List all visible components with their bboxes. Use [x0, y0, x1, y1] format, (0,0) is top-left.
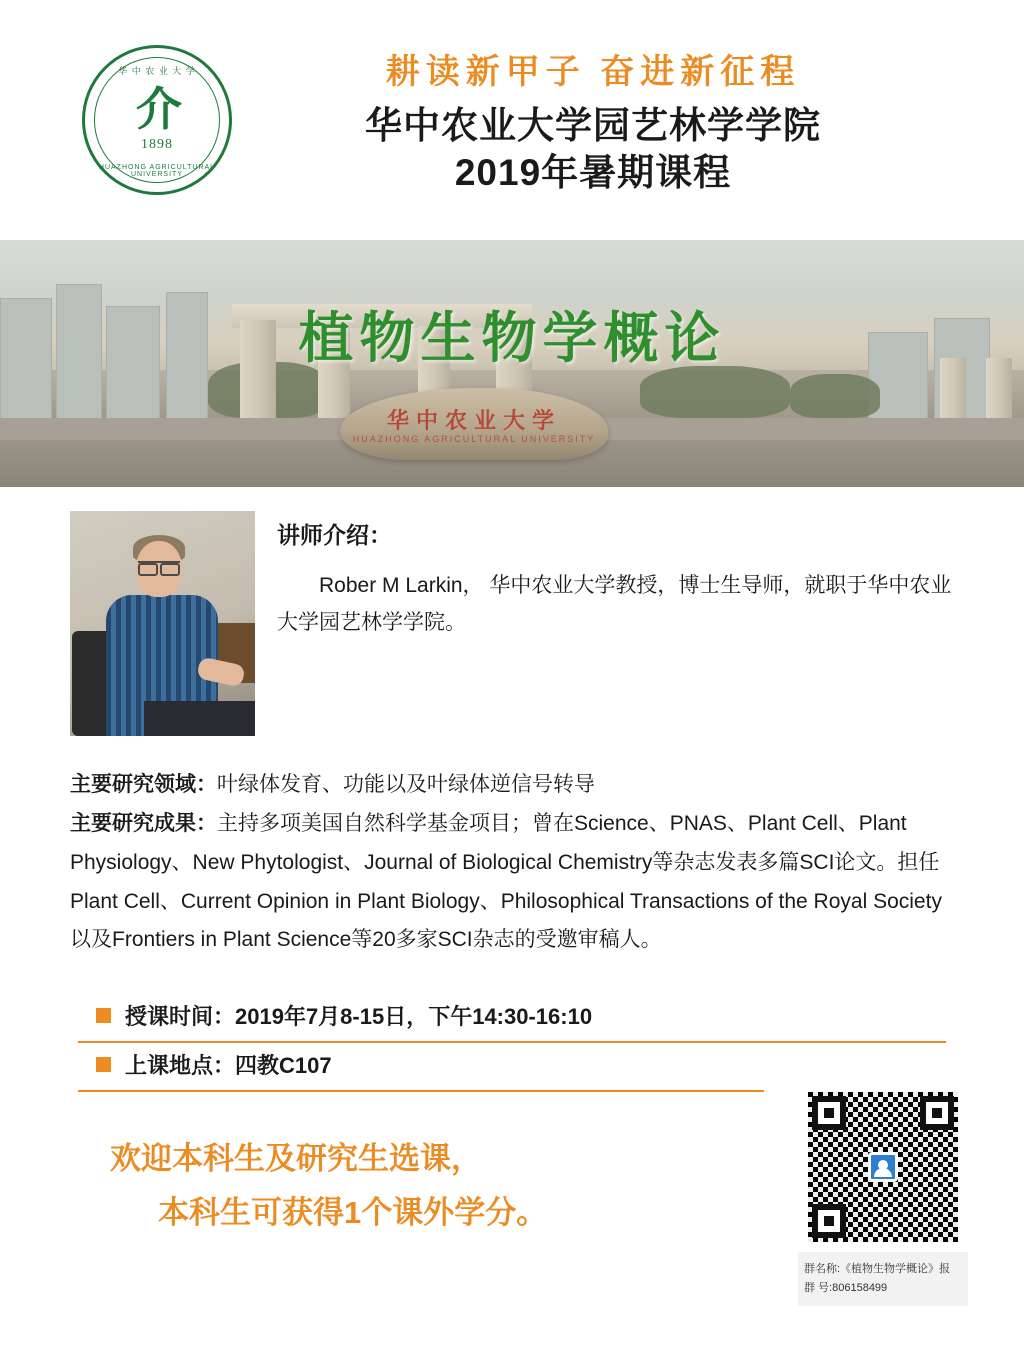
course-info-section — [70, 994, 954, 1092]
square-bullet-icon — [96, 1008, 111, 1023]
qr-code-icon[interactable] — [808, 1092, 958, 1242]
tree-cluster-right — [640, 366, 790, 418]
campus-stone — [340, 388, 608, 460]
campus-stone-cn: 华中农业大学 — [386, 408, 561, 433]
qr-corner-top-left — [812, 1096, 846, 1130]
logo-year: 1898 — [141, 137, 173, 152]
photo-pants — [144, 701, 255, 736]
logo-mark-icon: 介 — [136, 84, 178, 135]
research-achievement-value: 主持多项美国自然科学基金项目；曾在Science、PNAS、Plant Cell、Plant Physiology、New Phytologist、Journal of Biological Chemistry等杂志发表多篇SCI论文。担任Plant Cell、Current Opinion in Plant Biology、Philosophical Transactions of the Royal Society以及Frontiers in Plant Science等20多家SCI杂志的受邀审稿人。 — [70, 811, 942, 952]
course-place-row — [78, 1043, 946, 1090]
qr-corner-top-right — [920, 1096, 954, 1130]
logo-arc-bottom-text: HUAZHONG AGRICULTURAL UNIVERSITY — [98, 164, 216, 178]
square-bullet-icon — [96, 1057, 111, 1072]
research-achievement-label: 主要研究成果： — [70, 811, 217, 835]
poster-footer — [0, 1132, 1024, 1332]
header-title-line1: 华中农业大学园艺林学学院 — [365, 105, 821, 147]
qr-section — [798, 1092, 968, 1305]
header-title-line2: 2019年暑期课程 — [454, 151, 732, 193]
divider-short — [78, 1090, 764, 1092]
course-time-text: 授课时间：2019年7月8-15日，下午14:30-16:10 — [125, 1004, 593, 1030]
instructor-section-label: 讲师介绍： — [277, 522, 392, 548]
research-section — [70, 766, 954, 960]
qr-group-name: 群名称:《植物生物学概论》报 — [804, 1263, 951, 1276]
poster-header — [0, 0, 1024, 240]
qr-corner-bottom-left — [812, 1204, 846, 1238]
research-achievement-line — [70, 805, 954, 960]
header-slogan: 耕读新甲子 奋进新征程 — [385, 54, 801, 92]
instructor-bio-text: Rober M Larkin， 华中农业大学教授，博士生导师，就职于华中农业大学园艺林学学院。 — [277, 574, 952, 634]
logo-arc-top-text: 华 中 农 业 大 学 — [118, 66, 196, 76]
poster-content — [0, 487, 1024, 1092]
campus-stone-en: HUAZHONG AGRICULTURAL UNIVERSITY — [352, 434, 596, 444]
instructor-photo — [70, 511, 255, 736]
tree-cluster-far-right — [790, 374, 880, 418]
campus-banner — [0, 240, 1024, 487]
research-field-line — [70, 766, 954, 805]
instructor-section — [70, 511, 954, 736]
welcome-line2: 本科生可获得1个课外学分。 — [158, 1195, 548, 1231]
research-field-label: 主要研究领域： — [70, 773, 217, 796]
header-text-block — [232, 44, 1024, 196]
university-logo — [82, 45, 232, 195]
welcome-line1: 欢迎本科生及研究生选课， — [110, 1141, 482, 1177]
course-time-row — [78, 994, 946, 1041]
instructor-bio-block — [277, 511, 954, 642]
course-title: 植物生物学概论 — [298, 308, 726, 369]
research-field-value: 叶绿体发育、功能以及叶绿体逆信号转导 — [217, 773, 595, 796]
qr-avatar-icon — [868, 1152, 898, 1182]
qr-group-number: 群 号:806158499 — [804, 1281, 888, 1294]
glasses-icon — [138, 561, 180, 570]
qr-caption — [798, 1252, 968, 1305]
course-place-text: 上课地点：四教C107 — [125, 1053, 332, 1079]
